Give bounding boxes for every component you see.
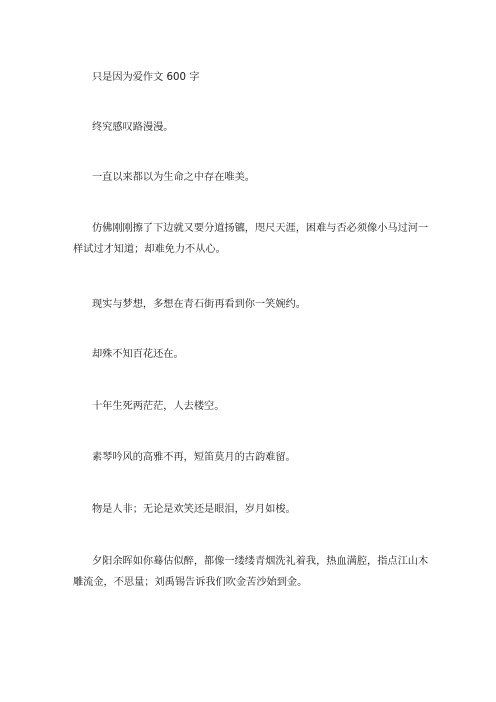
paragraph-6: 十年生死两茫茫，人去楼空。 <box>92 401 225 412</box>
paragraph-8: 物是人非；无论是欢笑还是眼泪，岁月如梭。 <box>92 504 296 515</box>
paragraph-3: 仿佛刚刚擦了下边就又要分道扬镳，咫尺天涯，困难与否必须像小马过河一样试过才知道；却难免力不从心。 <box>73 223 429 255</box>
document-title: 只是因为爱作文 600 字 <box>92 72 200 83</box>
paragraph-9: 夕阳余晖如你蓦估似醉，都像一缕缕青烟洗礼着我，热血满腔，指点江山木雕流金，不思量；刘禹锡告诉我们吹金苦沙始到金。 <box>73 556 429 588</box>
paragraph-2: 一直以来都以为生命之中存在唯美。 <box>92 172 255 183</box>
paragraph-5: 却殊不知百花还在。 <box>92 349 184 360</box>
paragraph-4: 现实与梦想，多想在青石街再看到你一笑婉约。 <box>92 299 306 310</box>
paragraph-1: 终究感叹路漫漫。 <box>92 122 174 133</box>
paragraph-7: 素琴吟风的高雅不再，短笛莫月的古韵难留。 <box>92 452 296 463</box>
